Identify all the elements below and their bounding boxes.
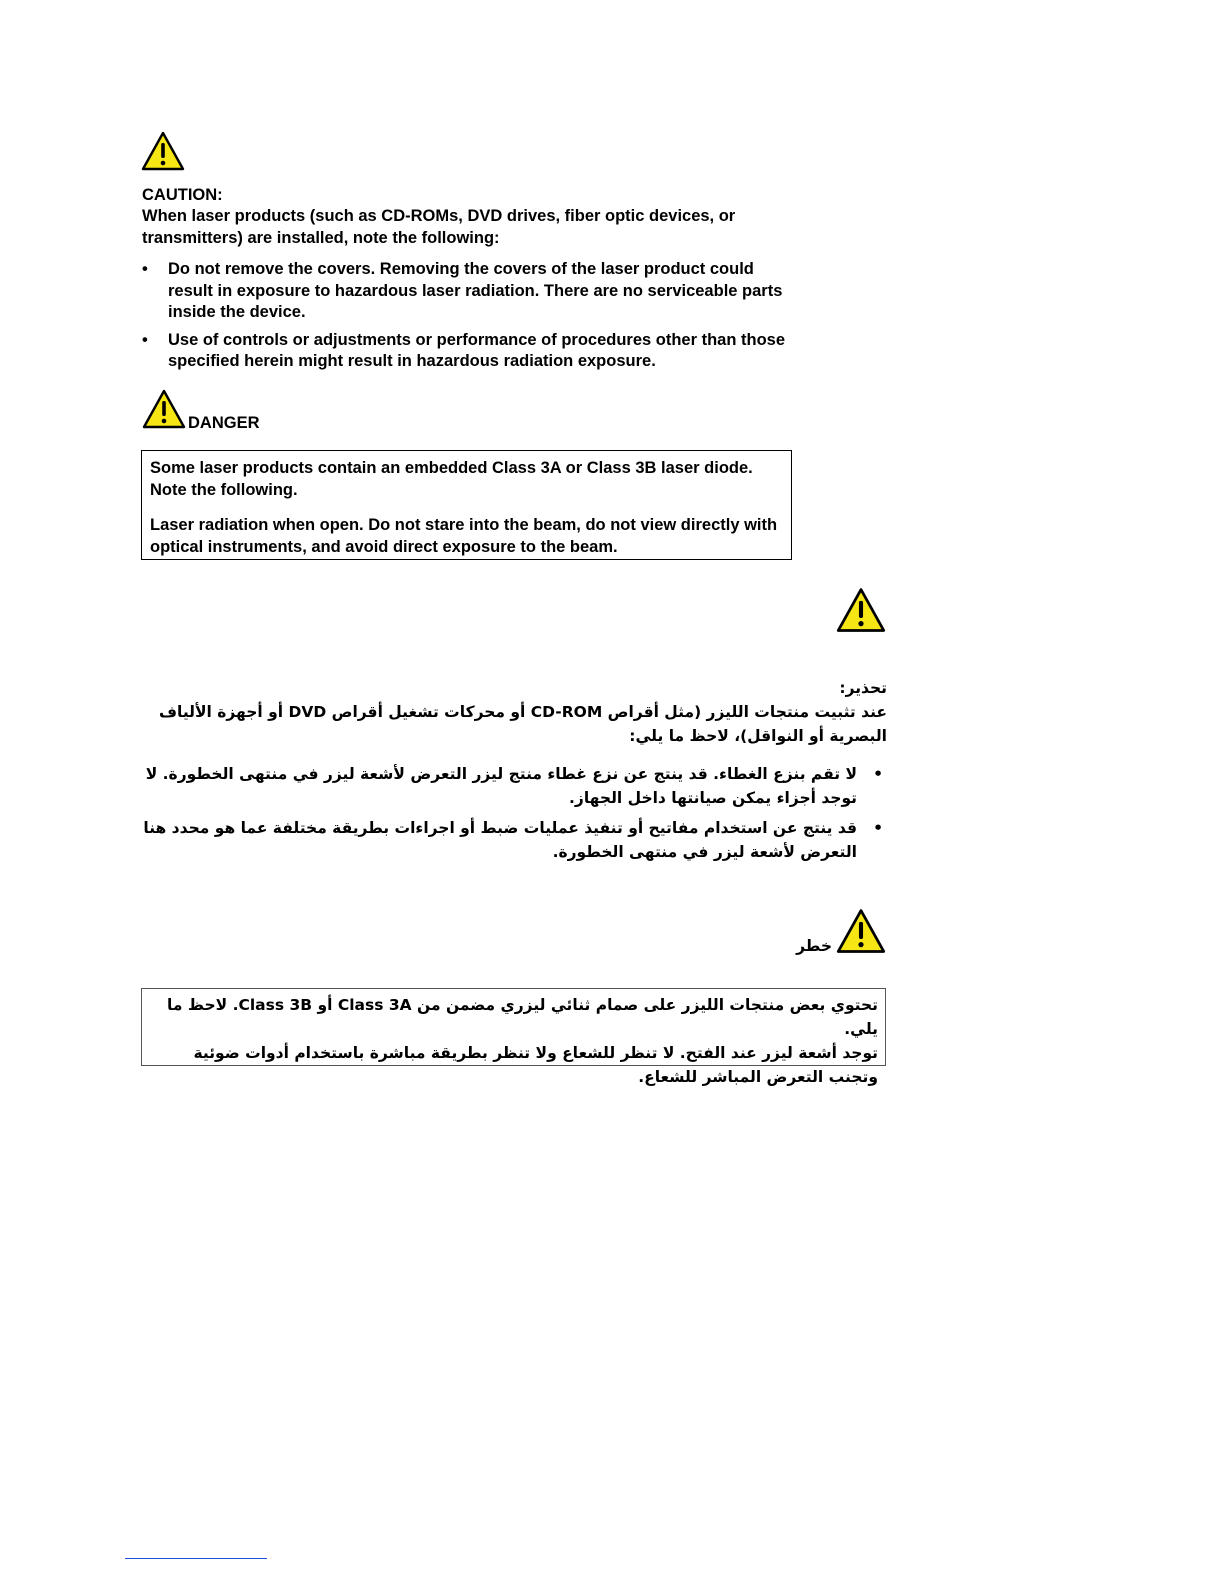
footer-rule xyxy=(125,1558,267,1559)
caution-heading: CAUTION: xyxy=(142,186,223,204)
warning-triangle-icon xyxy=(141,389,187,429)
list-item xyxy=(142,259,802,324)
bullet-text: لا تقم بنزع الغطاء. قد ينتج عن نزع غطاء منتج ليزر التعرض لأشعة ليزر في منتهى الخطورة. لا توجد أجزاء يمكن صيانتها داخل الجهاز. xyxy=(145,765,857,807)
caution-bullet-list xyxy=(142,259,802,379)
list-item xyxy=(142,816,887,864)
arabic-danger-notice-box xyxy=(141,988,886,1086)
bullet-text: Do not remove the covers. Removing the covers of the laser product could result in exposure to hazardous laser radiation. There are no serviceable parts inside the device. xyxy=(168,260,783,321)
bullet-glyph: • xyxy=(142,330,148,349)
danger-paragraph: توجد أشعة ليزر عند الفتح. لا تنظر للشعاع ولا تنظر بطريقة مباشرة باستخدام أدوات ضوئية وتجنب التعرض المباشر للشعاع. xyxy=(193,1044,878,1086)
warning-triangle-icon xyxy=(141,131,185,171)
arabic-danger-heading: خطر xyxy=(796,937,832,955)
bullet-text: قد ينتج عن استخدام مفاتيح أو تنفيذ عمليات ضبط أو اجراءات بطريقة مختلفة عما هو محدد هنا التعرض لأشعة ليزر في منتهى الخطورة. xyxy=(143,819,857,861)
arabic-caution-bullet-list xyxy=(142,762,887,870)
danger-paragraph: تحتوي بعض منتجات الليزر على صمام ثنائي ليزري مضمن من Class 3A أو Class 3B. لاحظ ما يلي. xyxy=(167,996,878,1038)
list-item xyxy=(142,762,887,810)
arabic-caution-heading: تحذير: xyxy=(839,679,887,697)
bullet-glyph: • xyxy=(873,819,883,837)
caution-intro: When laser products (such as CD-ROMs, DVD drives, fiber optic devices, or transmitters) are installed, note the following: xyxy=(142,207,736,247)
bullet-glyph: • xyxy=(873,765,883,783)
bullet-glyph: • xyxy=(142,260,148,278)
warning-triangle-icon xyxy=(836,908,886,954)
danger-heading: DANGER xyxy=(188,414,260,432)
danger-notice-box xyxy=(141,450,792,560)
warning-triangle-icon xyxy=(836,587,886,633)
bullet-text: Use of controls or adjustments or performance of procedures other than those specified herein might result in hazardous radiation exposure. xyxy=(168,330,786,370)
arabic-caution-intro: عند تثبيت منتجات الليزر (مثل أقراص CD-ROM أو محركات تشغيل أقراص DVD أو أجهزة الألياف البصرية أو النواقل)، لاحظ ما يلي: xyxy=(159,703,887,745)
list-item xyxy=(142,330,802,373)
danger-paragraph: Laser radiation when open. Do not stare into the beam, do not view directly with optical instruments, and avoid direct exposure to the beam. xyxy=(150,516,778,556)
danger-paragraph: Some laser products contain an embedded Class 3A or Class 3B laser diode. Note the following. xyxy=(150,459,753,499)
